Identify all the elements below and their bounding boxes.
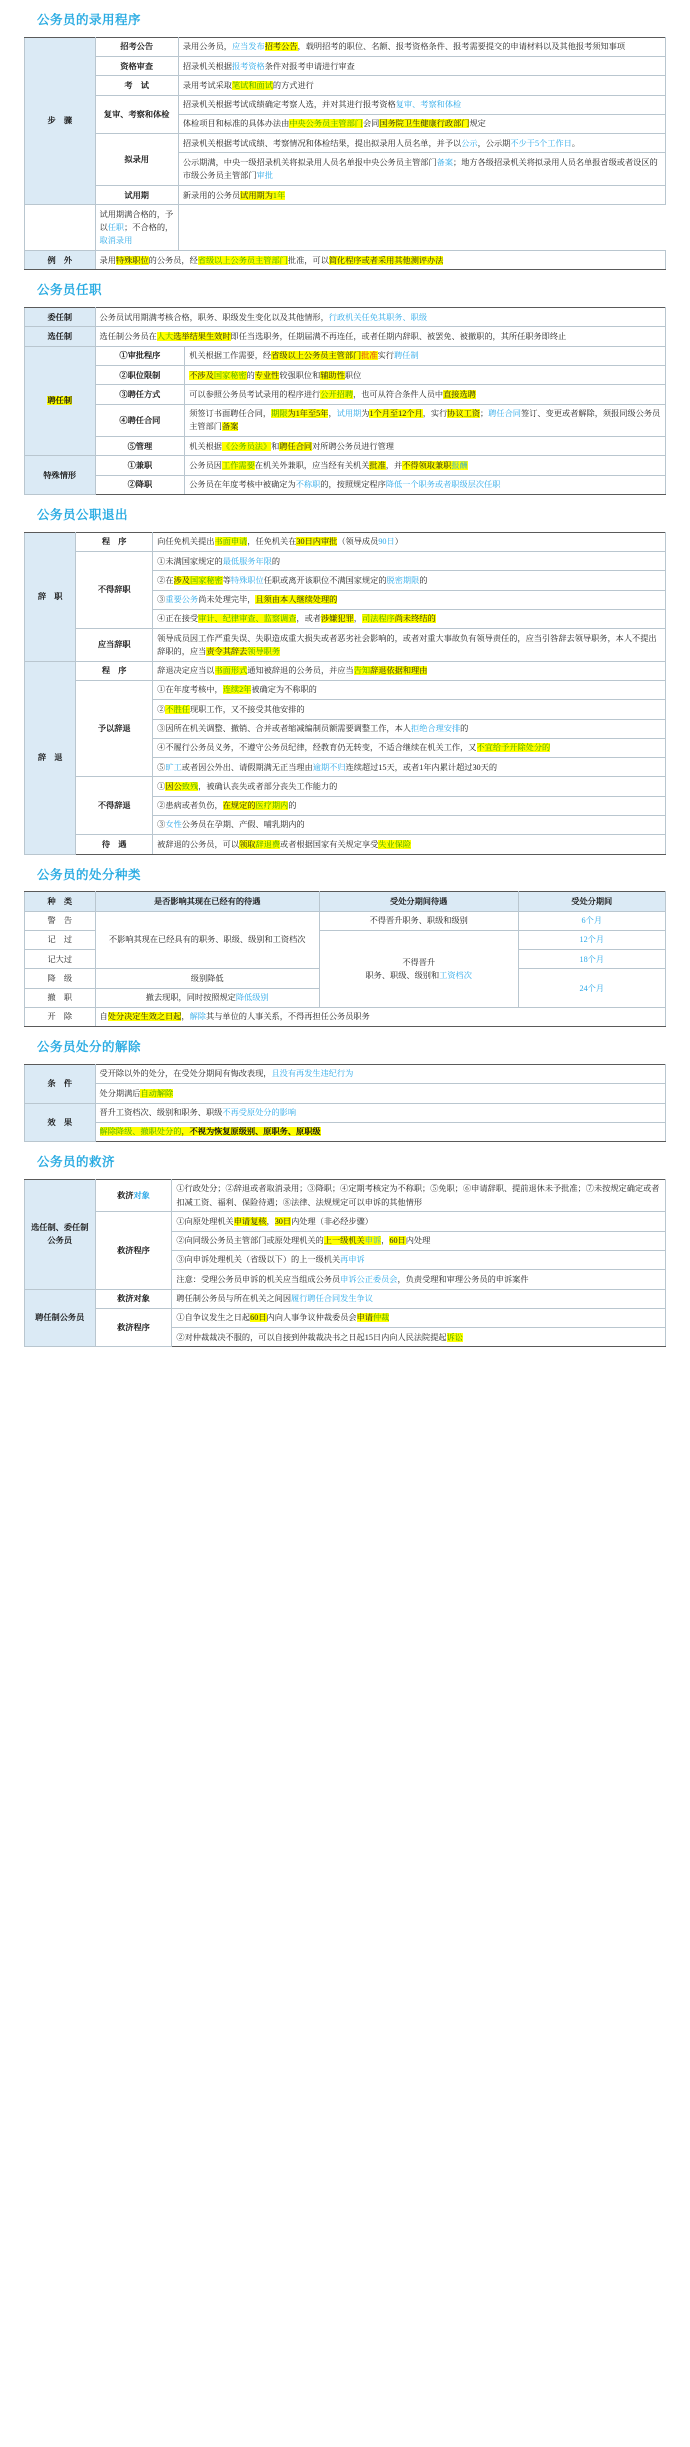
table-lifting [24,1064,666,1142]
cell-text-no-resign-2: ②在涉及国家秘密等特殊职位任职或离开该职位不满国家规定的脱密期限的 [153,571,666,590]
cell-text-no-resign-3: ③重要公务尚未处理完毕，且须由本人继续处理的 [153,590,666,609]
cell-affect-demote: 级别降低 [95,969,319,988]
table-sanctions [24,891,666,1027]
table-row [25,327,666,346]
table-appointment [24,307,666,495]
table-row [25,134,666,153]
section-relief [0,1156,690,1347]
cell-text-effects-a: 晋升工资档次、级别和职务、职级不再受原处分的影响 [95,1103,666,1122]
table-relief [24,1179,666,1348]
table-row [25,308,666,327]
period-18-text: 18个月 [579,954,605,964]
cell-affect-remove: 撤去现职，同时按照规定降低级别 [95,988,319,1007]
cell-label-benefit: 待 遇 [76,835,153,854]
table-exit [24,532,666,855]
cell-kind-demote: 降 级 [25,969,96,988]
table-row [25,95,666,114]
cell-affect-none: 不影响其现在已经具有的职务、职级、级别和工资档次 [95,911,319,969]
table-row [25,385,666,404]
section-appointment [0,284,690,495]
cell-label-probation: 试用期 [95,186,178,205]
cell-label-position-limit: ②职位限制 [95,366,185,385]
row-label-dismiss: 辞 退 [25,661,76,854]
cell-label-relief-procedure-1: 救济程序 [95,1212,172,1289]
cell-label-probation-2 [25,205,96,251]
cell-text-demotion: 公务员在年度考核中被确定为不称职的，按照规定程序降低一个职务或者职级层次任职 [185,475,666,494]
cell-text-relief-target-2: 聘任制公务员与所在机关之间因履行聘任合同发生争议 [172,1289,666,1308]
table-recruitment [24,37,666,271]
row-label-effects: 效 果 [25,1103,96,1142]
section-title-appointment: 公务员任职 [37,283,103,298]
cell-text-relief-proc-1: ①向原处理机关申请复核，30日内处理（非必经步骤） [172,1212,666,1231]
cell-text-no-resign-4: ④正在接受审计、纪律审查、监察调查，或者涉嫌犯罪，司法程序尚未终结的 [153,609,666,628]
cell-label-concurrent: ①兼职 [95,456,185,475]
cell-label-dismiss-procedure: 程 序 [76,661,153,680]
table-row [25,1103,666,1122]
row-label-resign: 辞 职 [25,532,76,661]
section-recruitment [0,14,690,270]
row-label-steps: 步 骤 [25,37,96,205]
col-header-kind: 种 类 [25,892,96,911]
cell-text-weirenzhi: 公务员试用期满考核合格，职务、职级发生变化以及其他情形，行政机关任免其职务、职级 [95,308,666,327]
table-header-row [25,892,666,911]
cell-period-6 [518,911,665,930]
table-row [25,552,666,571]
cell-text-must-resign: 领导成员因工作严重失误、失职造成重大损失或者恶劣社会影响的，或者对重大事故负有领导责任的，应当引咎辞去领导职务，本人不提出辞职的，应当责令其辞去领导职务 [153,629,666,662]
table-row [25,629,666,662]
table-row [25,57,666,76]
row-label-exception: 例 外 [25,251,96,270]
col-header-period: 受处分期间 [518,892,665,911]
table-row [25,186,666,205]
cell-text-expel: 自处分决定生效之日起，解除其与单位的人事关系，不得再担任公务员职务 [95,1007,666,1026]
table-row [25,404,666,437]
cell-text-conditions-b: 处分期满后自动解除 [95,1084,666,1103]
section-title-relief: 公务员的救济 [37,1155,116,1170]
cell-label-relief-procedure-2: 救济程序 [95,1308,172,1347]
cell-period-18 [518,950,665,969]
cell-label-relief-target-1: 救济对象 [95,1179,172,1212]
cell-label-must-resign: 应当辞职 [76,629,153,662]
col-header-affect: 是否影响其现在已经有的待遇 [95,892,319,911]
row-label-pinrenzhi-text: 聘任制 [47,396,73,406]
cell-text-position-limit: 不涉及国家秘密的专业性较强职位和辅助性职位 [185,366,666,385]
cell-treatment-warning: 不得晋升职务、职级和级别 [319,911,518,930]
section-title-recruitment: 公务员的录用程序 [37,13,142,27]
cell-text-no-dismiss-1: ①因公致残，被确认丧失或者部分丧失工作能力的 [153,777,666,796]
table-row [25,911,666,930]
cell-text-relief-proc-2: ②向同级公务员主管部门或原处理机关的上一级机关申诉，60日内处理 [172,1231,666,1250]
cell-label-do-dismiss: 予以辞退 [76,680,153,776]
cell-treatment-rest: 不得晋升 职务、职级、级别和工资档次 [319,930,518,1007]
table-row [25,251,666,270]
cell-text-do-dismiss-2: ②不胜任现职工作，又不接受其他安排的 [153,700,666,719]
cell-text-relief-proc-3: ③向申诉处理机关（省级以下）的上一级机关再申诉 [172,1250,666,1269]
cell-period-24 [518,969,665,1008]
cell-label-no-resign: 不得辞职 [76,552,153,629]
cell-text-relief-proc-b2: ②对仲裁裁决不服的，可以自接到仲裁裁决书之日起15日内向人民法院提起诉讼 [172,1328,666,1347]
cell-label-demotion: ②降职 [95,475,185,494]
cell-kind-expel: 开 除 [25,1007,96,1026]
cell-text-management: 机关根据《公务员法》和聘任合同对所聘公务员进行管理 [185,437,666,456]
cell-text-probation-b: 试用期满合格的，予以任职；不合格的，取消录用 [95,205,178,251]
cell-text-do-dismiss-1: ①在年度考核中，连续2年被确定为不称职的 [153,680,666,699]
cell-text-no-dismiss-2: ②患病或者负伤，在规定的医疗期内的 [153,796,666,815]
row-label-conditions: 条 件 [25,1064,96,1103]
cell-kind-remove: 撤 职 [25,988,96,1007]
cell-text-effects-b: 解除降级、撤职处分的，不视为恢复原级别、原职务、原职级 [95,1122,666,1141]
cell-text-exception: 录用特殊职位的公务员，经省级以上公务员主管部门批准，可以简化程序或者采用其他测评办法 [95,251,666,270]
period-24-text: 24个月 [579,983,605,993]
section-title-sanctions: 公务员的处分种类 [37,867,142,882]
col-header-treatment: 受处分期间待遇 [319,892,518,911]
cell-text-proposed-b: 公示期满，中央一级招录机关将拟录用人员名单报中央公务员主管部门备案；地方各级招录机关将拟录用人员名单报省级或者设区的市级公务员主管部门审批 [178,153,665,186]
table-row [25,1007,666,1026]
cell-text-benefit: 被辞退的公务员，可以领取辞退费或者根据国家有关规定享受失业保险 [153,835,666,854]
cell-text-exam: 录用考试采取笔试和面试的方式进行 [178,76,665,95]
cell-kind-demerit: 记 过 [25,930,96,949]
cell-text-qualification: 招录机关根据报考资格条件对报考申请进行审查 [178,57,665,76]
table-row [25,37,666,56]
cell-label-relief-target-2: 救济对象 [95,1289,172,1308]
cell-label-no-dismiss: 不得辞退 [76,777,153,835]
cell-text-resign-procedure: 向任免机关提出书面申请，任免机关在30日内审批（领导成员90日） [153,532,666,551]
cell-label-exam: 考 试 [95,76,178,95]
period-12-text: 12个月 [579,935,605,945]
section-exit [0,509,690,855]
cell-label-resign-procedure: 程 序 [76,532,153,551]
cell-text-no-resign-1: ①未满国家规定的最低服务年限的 [153,552,666,571]
cell-label-approval: ①审批程序 [95,346,185,365]
cell-text-concurrent: 公务员因工作需要在机关外兼职，应当经有关机关批准，并不得领取兼职报酬 [185,456,666,475]
cell-label-proposed: 拟录用 [95,134,178,186]
table-row [25,835,666,854]
cell-text-xuanrenzhi: 选任制公务员在人大选举结果生效时即任当选职务，任期届满不再连任，或者任期内辞职、被罢免、被撤职的，其所任职务即终止 [95,327,666,346]
section-lifting [0,1041,690,1142]
cell-label-contract: ④聘任合同 [95,404,185,437]
table-row [25,777,666,796]
cell-text-do-dismiss-3: ③因所在机关调整、撤销、合并或者缩减编制员额需要调整工作，本人拒绝合理安排的 [153,719,666,738]
period-6-text: 6个月 [581,916,603,926]
table-row [25,475,666,494]
section-title-exit: 公务员公职退出 [37,507,129,522]
cell-text-hire-method: 可以参照公务员考试录用的程序进行公开招聘，也可从符合条件人员中直接选聘 [185,385,666,404]
cell-text-do-dismiss-5: ⑤旷工或者因公外出、请假期满无正当理由逾期不归连续超过15天，或者1年内累计超过30天的 [153,758,666,777]
cell-text-relief-proc-b1: ①自争议发生之日起60日内向人事争议仲裁委员会申请仲裁 [172,1308,666,1327]
table-row [25,456,666,475]
cell-text-relief-target-1: ①行政处分；②辞退或者取消录用；③降职；④定期考核定为不称职；⑤免职；⑥申请辞职、提前退休未予批准；⑦未按规定确定或者扣减工资、福利、保险待遇；⑧法律、法规规定可以申诉的其他情形 [172,1179,666,1212]
table-row [25,1064,666,1083]
cell-label-review: 复审、考察和体检 [95,95,178,134]
document-page [0,14,690,1347]
row-label-weirenzhi: 委任制 [25,308,96,327]
table-row [25,346,666,365]
cell-text-approval: 机关根据工作需要，经省级以上公务员主管部门批准实行聘任制 [185,346,666,365]
cell-text-no-dismiss-3: ③女性公务员在孕期、产假、哺乳期内的 [153,815,666,834]
table-row [25,1084,666,1103]
cell-text-dismiss-procedure: 辞退决定应当以书面形式通知被辞退的公务员，并应当告知辞退依据和理由 [153,661,666,680]
cell-text-conditions-a: 受开除以外的处分，在受处分期间有悔改表现，且没有再发生违纪行为 [95,1064,666,1083]
cell-text-announcement: 录用公务员，应当发布招考公告，载明招考的职位、名额、报考资格条件、报考需要提交的申请材料以及其他报考须知事项 [178,37,665,56]
cell-text-review-a: 招录机关根据考试成绩确定考察人选，并对其进行报考资格复审、考察和体检 [178,95,665,114]
table-row [25,76,666,95]
cell-text-relief-proc-note: 注意：受理公务员申诉的机关应当组成公务员申诉公正委员会，负责受理和审理公务员的申诉案件 [172,1270,666,1289]
table-row [25,680,666,699]
cell-label-announcement: 招考公告 [95,37,178,56]
table-row [25,437,666,456]
cell-label-qualification: 资格审查 [95,57,178,76]
table-row [25,205,666,251]
row-label-elected-appointed: 选任制、委任制公务员 [25,1179,96,1289]
section-title-lifting: 公务员处分的解除 [37,1040,142,1055]
row-label-special: 特殊情形 [25,456,96,495]
table-row [25,532,666,551]
row-label-contract-servant: 聘任制公务员 [25,1289,96,1347]
table-row [25,1289,666,1308]
table-row [25,366,666,385]
row-label-xuanrenzhi: 选任制 [25,327,96,346]
cell-text-contract: 须签订书面聘任合同，期限为1年至5年，试用期为1个月至12个月，实行协议工资；聘任合同签订、变更或者解除，须报同级公务员主管部门备案 [185,404,666,437]
table-row [25,1212,666,1231]
table-row [25,1179,666,1212]
table-row [25,1308,666,1327]
cell-text-probation-a: 新录用的公务员试用期为1年 [178,186,665,205]
cell-label-hire-method: ③聘任方式 [95,385,185,404]
table-row [25,1122,666,1141]
cell-kind-warning: 警 告 [25,911,96,930]
cell-kind-major-demerit: 记大过 [25,950,96,969]
cell-label-management: ⑤管理 [95,437,185,456]
cell-text-review-b: 体检项目和标准的具体办法由中央公务员主管部门会同国务院卫生健康行政部门规定 [178,114,665,133]
cell-period-12 [518,930,665,949]
cell-text-do-dismiss-4: ④不履行公务员义务，不遵守公务员纪律，经教育仍无转变，不适合继续在机关工作，又不宜给予开除处分的 [153,738,666,757]
row-label-pinrenzhi [25,346,96,456]
cell-text-proposed-a: 招录机关根据考试成绩、考察情况和体检结果，提出拟录用人员名单，并予以公示，公示期不少于5个工作日。 [178,134,665,153]
section-sanctions [0,869,690,1028]
table-row [25,661,666,680]
